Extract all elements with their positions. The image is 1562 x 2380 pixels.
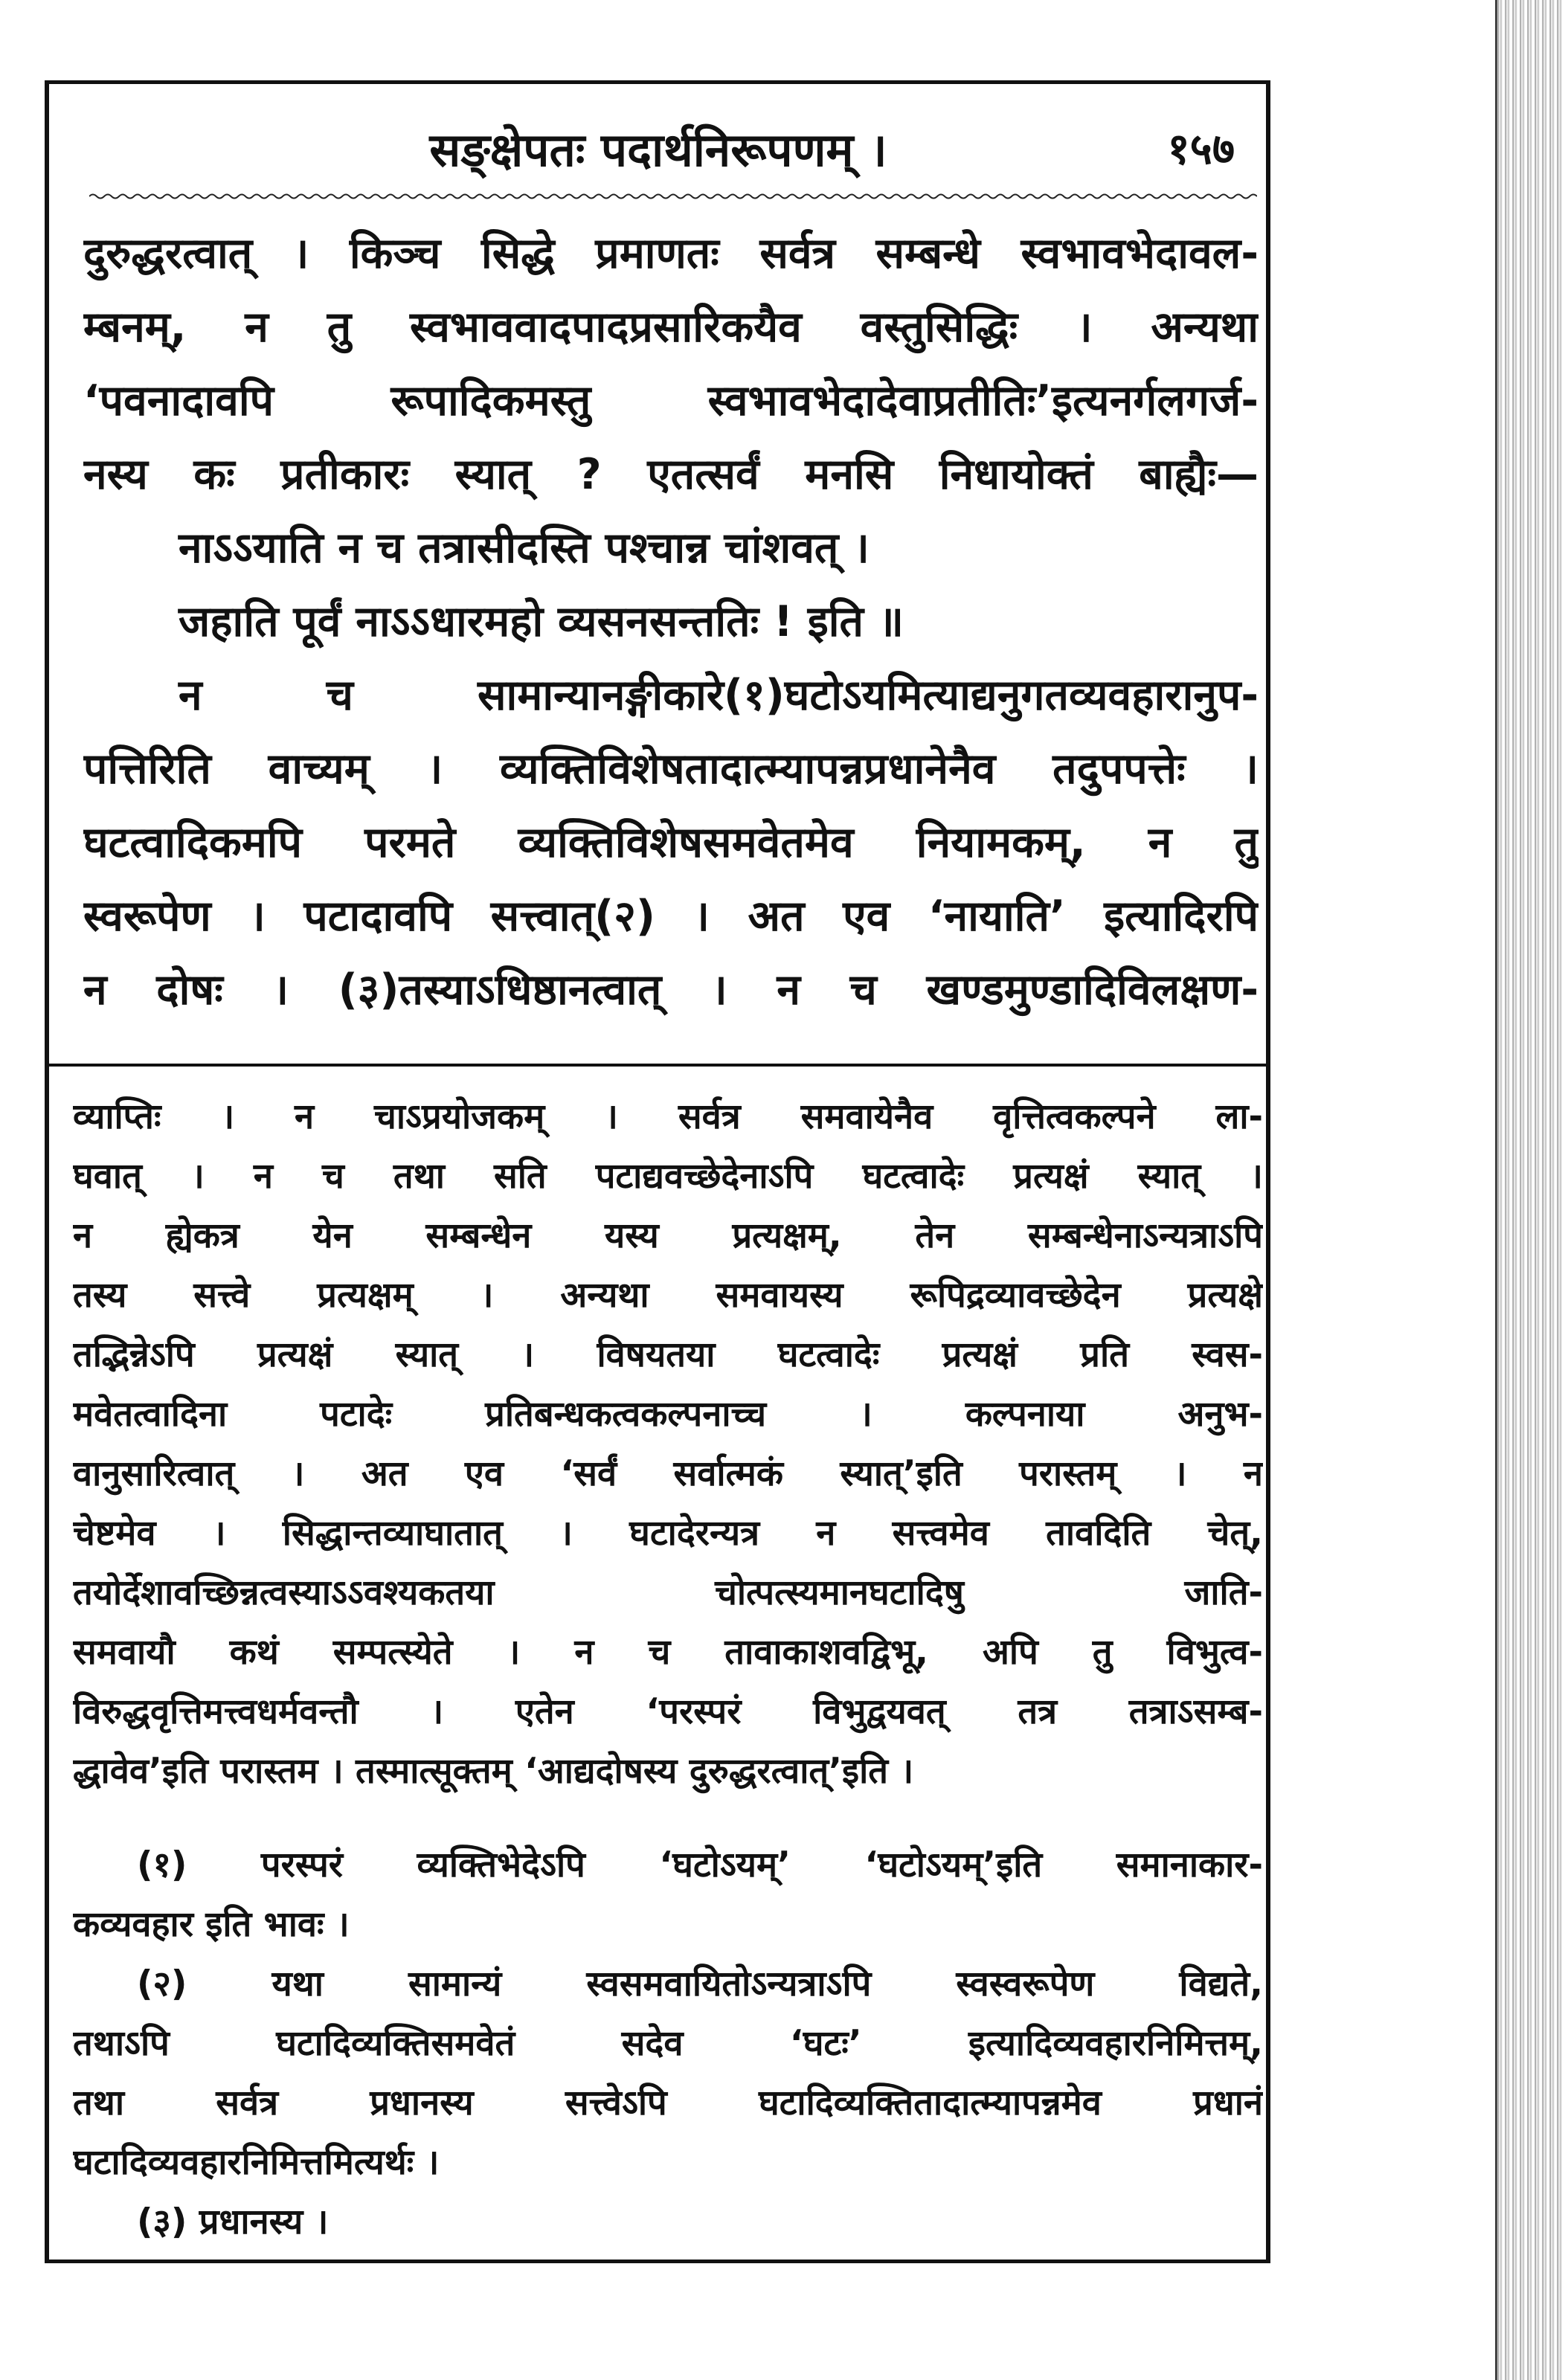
footnote-line: (१) परस्परं व्यक्तिभेदेऽपि ‘घटोऽयम्’ ‘घटोऽयम्’इति समानाकार-: [137, 1844, 1263, 1885]
main-line: नस्य कः प्रतीकारः स्यात् ? एतत्सर्वं मनसि निधायोक्तं बाह्यैः—: [83, 450, 1259, 499]
main-line: ‘पवनादावपि रूपादिकमस्तु स्वभावभेदादेवाप्रतीतिः’इत्यनर्गलगर्ज-: [83, 376, 1259, 425]
page-number: १५७: [1167, 123, 1235, 174]
main-line: दुरुद्धरत्वात् । किञ्च सिद्धे प्रमाणतः सर्वत्र सम्बन्धे स्वभावभेदावल-: [83, 229, 1259, 278]
main-line: म्बनम्, न तु स्वभाववादपादप्रसारिकयैव वस्तुसिद्धिः । अन्यथा: [83, 303, 1259, 352]
commentary-line: तद्भिन्नेऽपि प्रत्यक्षं स्यात् । विषयतया घटत्वादेः प्रत्यक्षं प्रति स्वस-: [73, 1334, 1263, 1375]
footnote-line: (२) यथा सामान्यं स्वसमवायितोऽन्यत्राऽपि स्वस्वरूपेण विद्यते,: [137, 1964, 1263, 2004]
commentary-line: वानुसारित्वात् । अत एव ‘सर्वं सर्वात्मकं स्यात्’इति परास्तम् । न: [73, 1453, 1263, 1494]
main-line: पत्तिरिति वाच्यम् । व्यक्तिविशेषतादात्म्यापन्नप्रधानेनैव तदुपपत्तेः ।: [83, 744, 1259, 794]
main-line: न दोषः । (३)तस्याऽधिष्ठानत्वात् । न च खण्डमुण्डादिविलक्षण-: [83, 965, 1259, 1014]
commentary-line: द्धावेव’इति परास्तम । तस्मात्सूक्तम् ‘आद्यदोषस्य दुरुद्धरत्वात्’इति ।: [73, 1751, 914, 1792]
wavy-rule: [89, 192, 1257, 201]
main-text: [83, 217, 1259, 1027]
main-line: न च सामान्यानङ्गीकारे(१)घटोऽयमित्याद्यनुगतव्यवहारानुप-: [179, 671, 1259, 720]
commentary-line: न ह्येकत्र येन सम्बन्धेन यस्य प्रत्यक्षम्, तेन सम्बन्धेनाऽन्यत्राऽपि: [73, 1215, 1263, 1256]
verse-line: जहाति पूर्वं नाऽऽधारमहो व्यसनसन्ततिः ! इति ॥: [179, 597, 904, 646]
commentary-line: व्याप्तिः । न चाऽप्रयोजकम् । सर्वत्र समवायेनैव वृत्तित्वकल्पने ला-: [73, 1096, 1263, 1137]
main-line: घटत्वादिकमपि परमते व्यक्तिविशेषसमवेतमेव नियामकम्, न तु: [83, 818, 1259, 867]
footnote-line: तथा सर्वत्र प्रधानस्य सत्त्वेऽपि घटादिव्यक्तितादात्म्यापन्नमेव प्रधानं: [73, 2082, 1263, 2123]
commentary-line: समवायौ कथं सम्पत्स्येते । न च तावाकाशवद्विभू, अपि तु विभुत्व-: [73, 1632, 1263, 1673]
commentary-text: [73, 1087, 1263, 1801]
main-line: स्वरूपेण । पटादावपि सत्त्वात्(२) । अत एव ‘नायाति’ इत्यादिरपि: [83, 892, 1259, 941]
page-header: [60, 104, 1257, 186]
footnote-line: (३) प्रधानस्य ।: [137, 2202, 329, 2242]
footnotes: [73, 1836, 1263, 2252]
commentary-line: तस्य सत्त्वे प्रत्यक्षम् । अन्यथा समवायस्य रूपिद्रव्यावच्छेदेन प्रत्यक्षे: [73, 1275, 1263, 1316]
commentary-line: मवेतत्वादिना पटादेः प्रतिबन्धकत्वकल्पनाच्च । कल्पनाया अनुभ-: [73, 1394, 1263, 1435]
commentary-line: घवात् । न च तथा सति पटाद्यवच्छेदेनाऽपि घटत्वादेः प्रत्यक्षं स्यात् ।: [73, 1156, 1263, 1197]
footnote-line: घटादिव्यवहारनिमित्तमित्यर्थः ।: [73, 2142, 440, 2183]
commentary-line: तयोर्देशावच्छिन्नत्वस्याऽऽवश्यकतया चोत्पत्स्यमानघटादिषु जाति-: [73, 1572, 1263, 1613]
page-title: सङ्क्षेपतः पदार्थनिरूपणम् ।: [429, 123, 887, 177]
binding-shadow-line: [1495, 0, 1497, 2380]
section-divider: [49, 1064, 1266, 1067]
footnote-line: कव्यवहार इति भावः ।: [73, 1904, 350, 1945]
commentary-line: विरुद्धवृत्तिमत्त्वधर्मवन्तौ । एतेन ‘परस्परं विभुद्वयवत् तत्र तत्राऽसम्ब-: [73, 1691, 1263, 1732]
book-binding-edge: [1495, 0, 1562, 2380]
footnote-line: तथाऽपि घटादिव्यक्तिसमवेतं सदेव ‘घटः’ इत्यादिव्यवहारनिमित्तम्,: [73, 2023, 1263, 2064]
verse-line: नाऽऽयाति न च तत्रासीदस्ति पश्चान्न चांशवत् ।: [179, 524, 870, 573]
commentary-line: चेष्टमेव । सिद्धान्तव्याघातात् । घटादेरन्यत्र न सत्त्वमेव तावदिति चेत्,: [73, 1513, 1263, 1554]
